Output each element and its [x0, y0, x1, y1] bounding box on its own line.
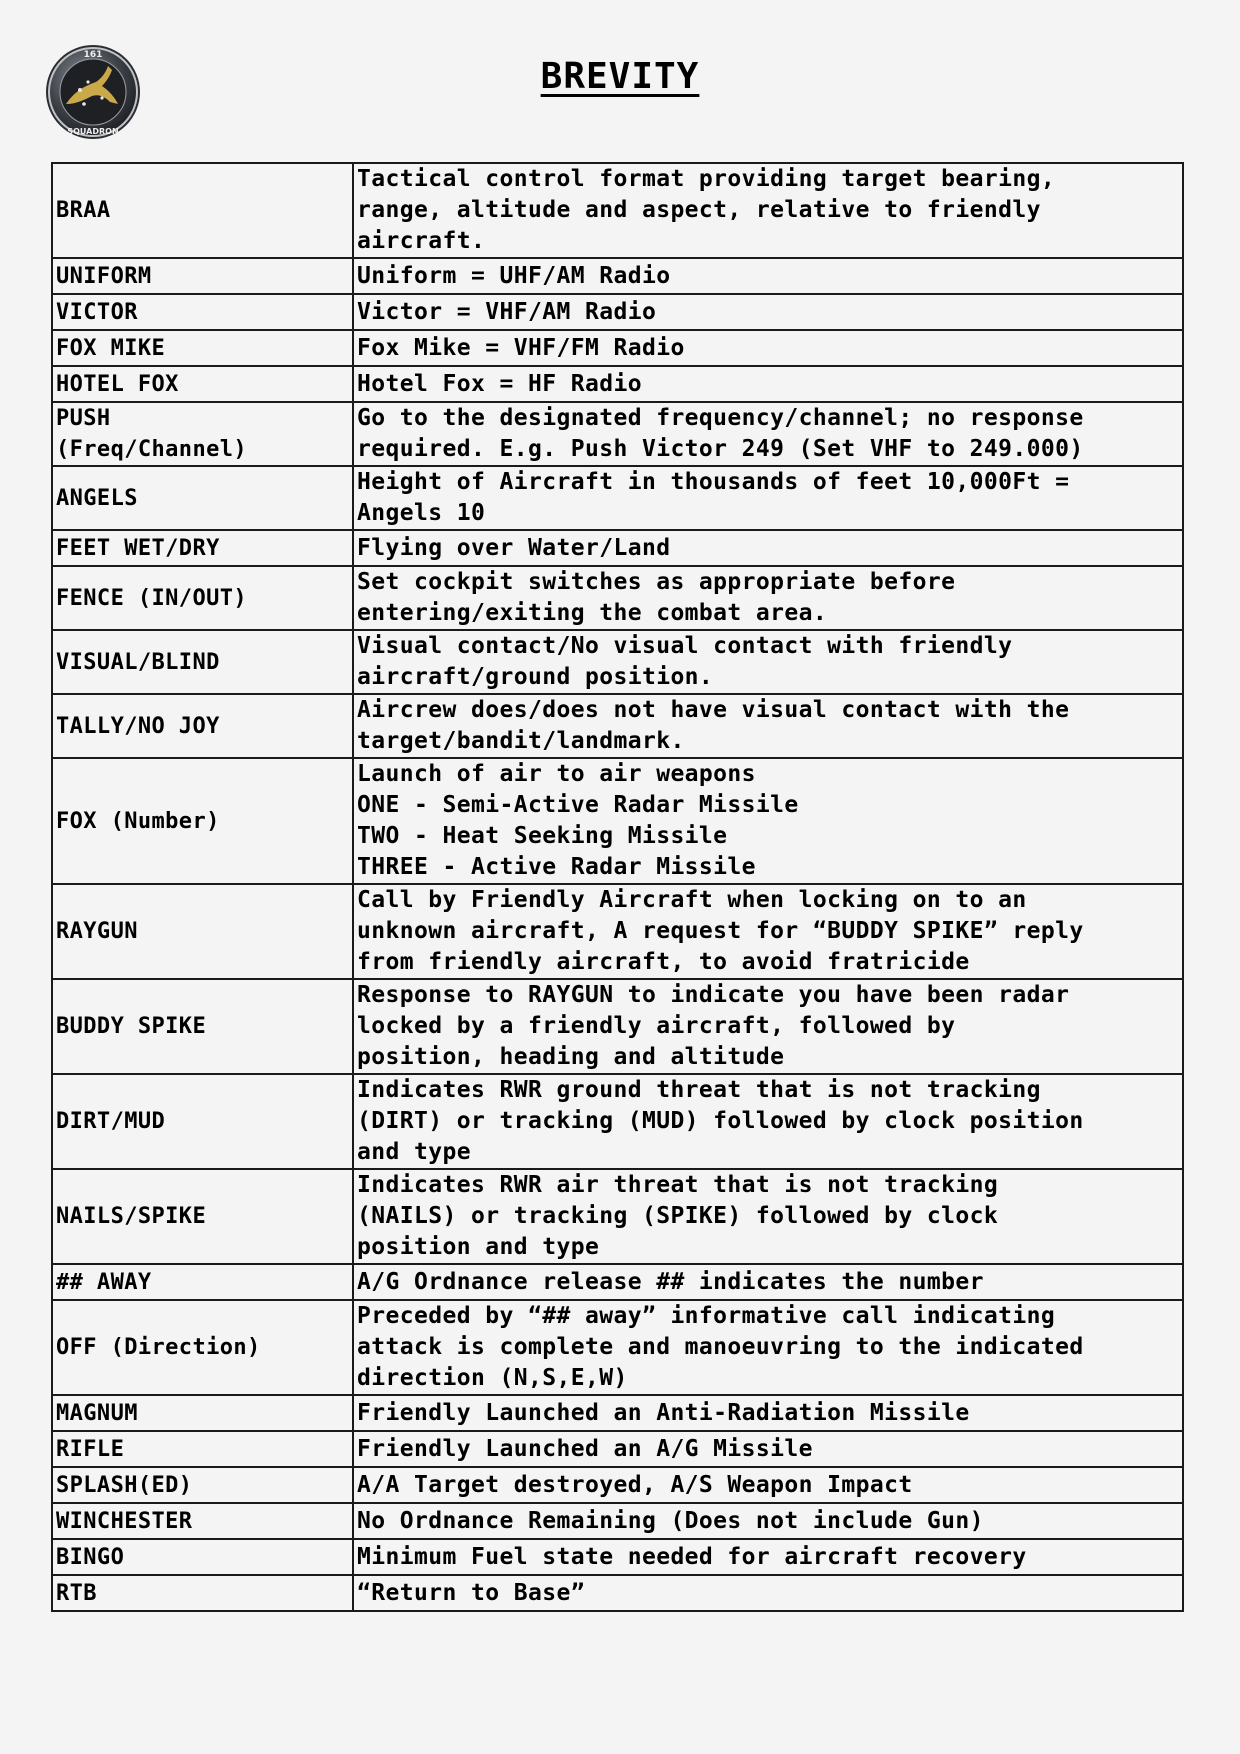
brevity-definition: “Return to Base”	[353, 1575, 1183, 1611]
logo-top-text: 161	[83, 50, 103, 60]
brevity-term: VICTOR	[52, 294, 353, 330]
brevity-term: RIFLE	[52, 1431, 353, 1467]
brevity-term: NAILS/SPIKE	[52, 1169, 353, 1264]
brevity-definition: Uniform = UHF/AM Radio	[353, 258, 1183, 294]
brevity-definition: Fox Mike = VHF/FM Radio	[353, 330, 1183, 366]
table-row	[52, 566, 1183, 630]
table-row	[52, 758, 1183, 884]
table-row	[52, 884, 1183, 979]
brevity-definition: Response to RAYGUN to indicate you have been radar locked by a friendly aircraft, followed by position, heading and altitude	[353, 979, 1183, 1074]
table-row	[52, 1264, 1183, 1300]
brevity-definition: Indicates RWR ground threat that is not tracking (DIRT) or tracking (MUD) followed by clock position and type	[353, 1074, 1183, 1169]
table-row	[52, 1169, 1183, 1264]
table-row	[52, 258, 1183, 294]
table-row	[52, 402, 1183, 466]
brevity-definition: Launch of air to air weapons ONE - Semi-Active Radar Missile TWO - Heat Seeking Missile THREE - Active Radar Missile	[353, 758, 1183, 884]
brevity-term: FENCE (IN/OUT)	[52, 566, 353, 630]
table-row	[52, 1074, 1183, 1169]
brevity-term: RAYGUN	[52, 884, 353, 979]
brevity-definition: Height of Aircraft in thousands of feet 10,000Ft = Angels 10	[353, 466, 1183, 530]
brevity-term: HOTEL FOX	[52, 366, 353, 402]
brevity-definition: Friendly Launched an Anti-Radiation Missile	[353, 1395, 1183, 1431]
brevity-term: WINCHESTER	[52, 1503, 353, 1539]
table-row	[52, 1431, 1183, 1467]
table-row	[52, 1575, 1183, 1611]
brevity-term: BUDDY SPIKE	[52, 979, 353, 1074]
brevity-definition: Call by Friendly Aircraft when locking on to an unknown aircraft, A request for “BUDDY SPIKE” reply from friendly aircraft, to avoid fratricide	[353, 884, 1183, 979]
brevity-definition: Victor = VHF/AM Radio	[353, 294, 1183, 330]
brevity-definition: Set cockpit switches as appropriate before entering/exiting the combat area.	[353, 566, 1183, 630]
brevity-definition: A/G Ordnance release ## indicates the number	[353, 1264, 1183, 1300]
brevity-definition: Visual contact/No visual contact with friendly aircraft/ground position.	[353, 630, 1183, 694]
table-row	[52, 1503, 1183, 1539]
page-title: BREVITY	[540, 56, 700, 97]
brevity-term: DIRT/MUD	[52, 1074, 353, 1169]
brevity-term: BRAA	[52, 163, 353, 258]
brevity-term: TALLY/NO JOY	[52, 694, 353, 758]
brevity-definition: Hotel Fox = HF Radio	[353, 366, 1183, 402]
table-row	[52, 530, 1183, 566]
brevity-definition: Friendly Launched an A/G Missile	[353, 1431, 1183, 1467]
brevity-definition: Tactical control format providing target bearing, range, altitude and aspect, relative to friendly aircraft.	[353, 163, 1183, 258]
table-row	[52, 694, 1183, 758]
table-row	[52, 1300, 1183, 1395]
table-row	[52, 466, 1183, 530]
table-row	[52, 163, 1183, 258]
brevity-term: OFF (Direction)	[52, 1300, 353, 1395]
table-row	[52, 330, 1183, 366]
brevity-definition: Preceded by “## away” informative call indicating attack is complete and manoeuvring to the indicated direction (N,S,E,W)	[353, 1300, 1183, 1395]
brevity-term: FEET WET/DRY	[52, 530, 353, 566]
brevity-definition: Go to the designated frequency/channel; no response required. E.g. Push Victor 249 (Set VHF to 249.000)	[353, 402, 1183, 466]
brevity-term: BINGO	[52, 1539, 353, 1575]
brevity-term: UNIFORM	[52, 258, 353, 294]
table-row	[52, 979, 1183, 1074]
brevity-table	[51, 162, 1184, 1612]
brevity-table-body	[52, 163, 1183, 1611]
logo-bottom-text: SQUADRON	[67, 127, 119, 136]
brevity-definition: Aircrew does/does not have visual contact with the target/bandit/landmark.	[353, 694, 1183, 758]
brevity-term: SPLASH(ED)	[52, 1467, 353, 1503]
brevity-term: MAGNUM	[52, 1395, 353, 1431]
table-row	[52, 630, 1183, 694]
brevity-term: ## AWAY	[52, 1264, 353, 1300]
brevity-term: PUSH (Freq/Channel)	[52, 402, 353, 466]
brevity-definition: Minimum Fuel state needed for aircraft recovery	[353, 1539, 1183, 1575]
table-row	[52, 1539, 1183, 1575]
brevity-definition: A/A Target destroyed, A/S Weapon Impact	[353, 1467, 1183, 1503]
brevity-term: FOX MIKE	[52, 330, 353, 366]
brevity-term: FOX (Number)	[52, 758, 353, 884]
brevity-term: VISUAL/BLIND	[52, 630, 353, 694]
brevity-definition: No Ordnance Remaining (Does not include Gun)	[353, 1503, 1183, 1539]
brevity-term: ANGELS	[52, 466, 353, 530]
brevity-definition: Indicates RWR air threat that is not tracking (NAILS) or tracking (SPIKE) followed by clock position and type	[353, 1169, 1183, 1264]
table-row	[52, 294, 1183, 330]
brevity-definition: Flying over Water/Land	[353, 530, 1183, 566]
table-row	[52, 1467, 1183, 1503]
brevity-term: RTB	[52, 1575, 353, 1611]
table-row	[52, 366, 1183, 402]
table-row	[52, 1395, 1183, 1431]
